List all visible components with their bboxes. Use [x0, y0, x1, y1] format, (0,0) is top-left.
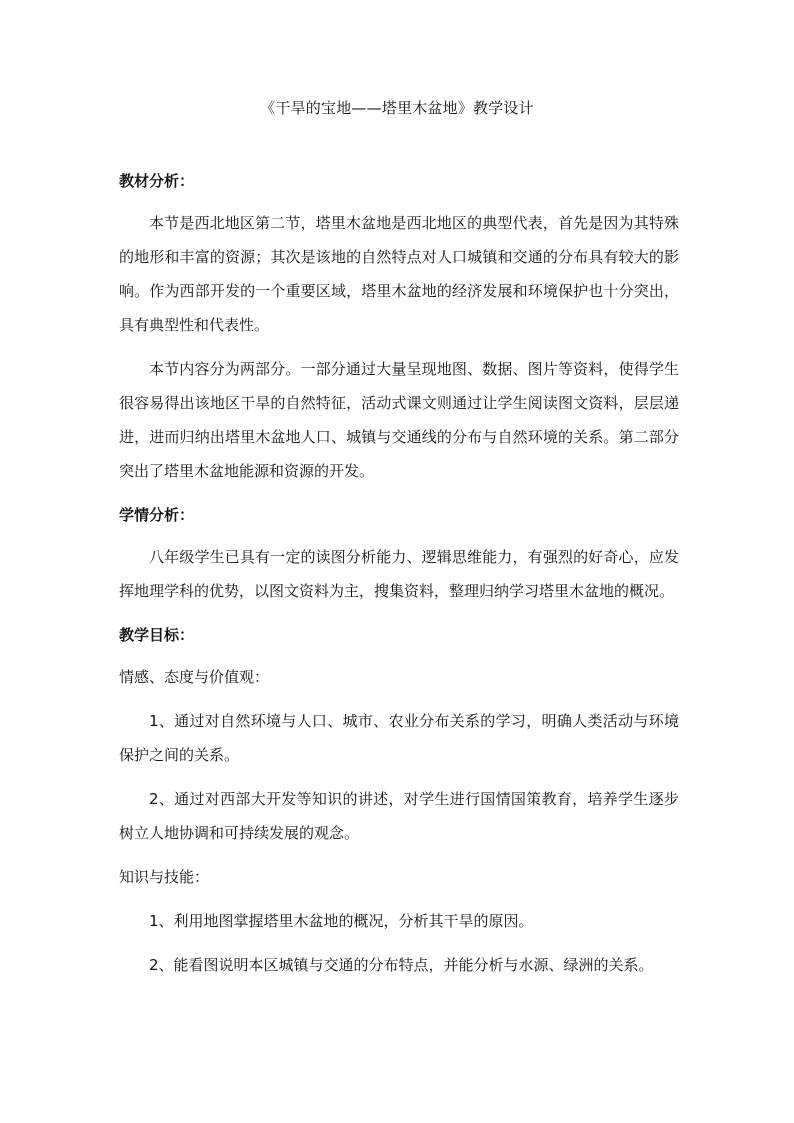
attitude-label: 情感、态度与价值观：	[119, 668, 270, 686]
document-title: 《干旱的宝地——塔里木盆地》教学设计	[260, 99, 534, 117]
attitude-item-1: 1、通过对自然环境与人口、城市、农业分布关系的学习，明确人类活动与环境保护之间的关系。	[119, 712, 679, 764]
knowledge-item-1: 1、利用地图掌握塔里木盆地的概况，分析其干旱的原因。	[149, 912, 534, 930]
goals-heading: 教学目标：	[119, 626, 195, 644]
document-body	[119, 164, 679, 982]
knowledge-label: 知识与技能：	[119, 868, 210, 886]
students-heading: 学情分析：	[119, 506, 195, 524]
knowledge-item-2: 2、能看图说明本区城镇与交通的分布特点，并能分析与水源、绿洲的关系。	[149, 956, 654, 974]
attitude-item-2: 2、通过对西部大开发等知识的讲述，对学生进行国情国策教育，培养学生逐步树立人地协调和可持续发展的观念。	[119, 790, 679, 842]
materials-paragraph-1: 本节是西北地区第二节，塔里木盆地是西北地区的典型代表，首先是因为其特殊的地形和丰富的资源；其次是该地的自然特点对人口城镇和交通的分布具有较大的影响。作为西部开发的一个重要区域，塔里木盆地的经济发展和环境保护也十分突出，具有典型性和代表性。	[119, 214, 679, 334]
students-paragraph-1: 八年级学生已具有一定的读图分析能力、逻辑思维能力，有强烈的好奇心，应发挥地理学科的优势，以图文资料为主，搜集资料，整理归纳学习塔里木盆地的概况。	[119, 548, 679, 600]
materials-paragraph-2: 本节内容分为两部分。一部分通过大量呈现地图、数据、图片等资料，使得学生很容易得出该地区干旱的自然特征，活动式课文则通过让学生阅读图文资料，层层递进，进而归纳出塔里木盆地人口、城镇与交通线的分布与自然环境的关系。第二部分突出了塔里木盆地能源和资源的开发。	[119, 360, 679, 480]
materials-heading: 教材分析：	[119, 172, 195, 190]
